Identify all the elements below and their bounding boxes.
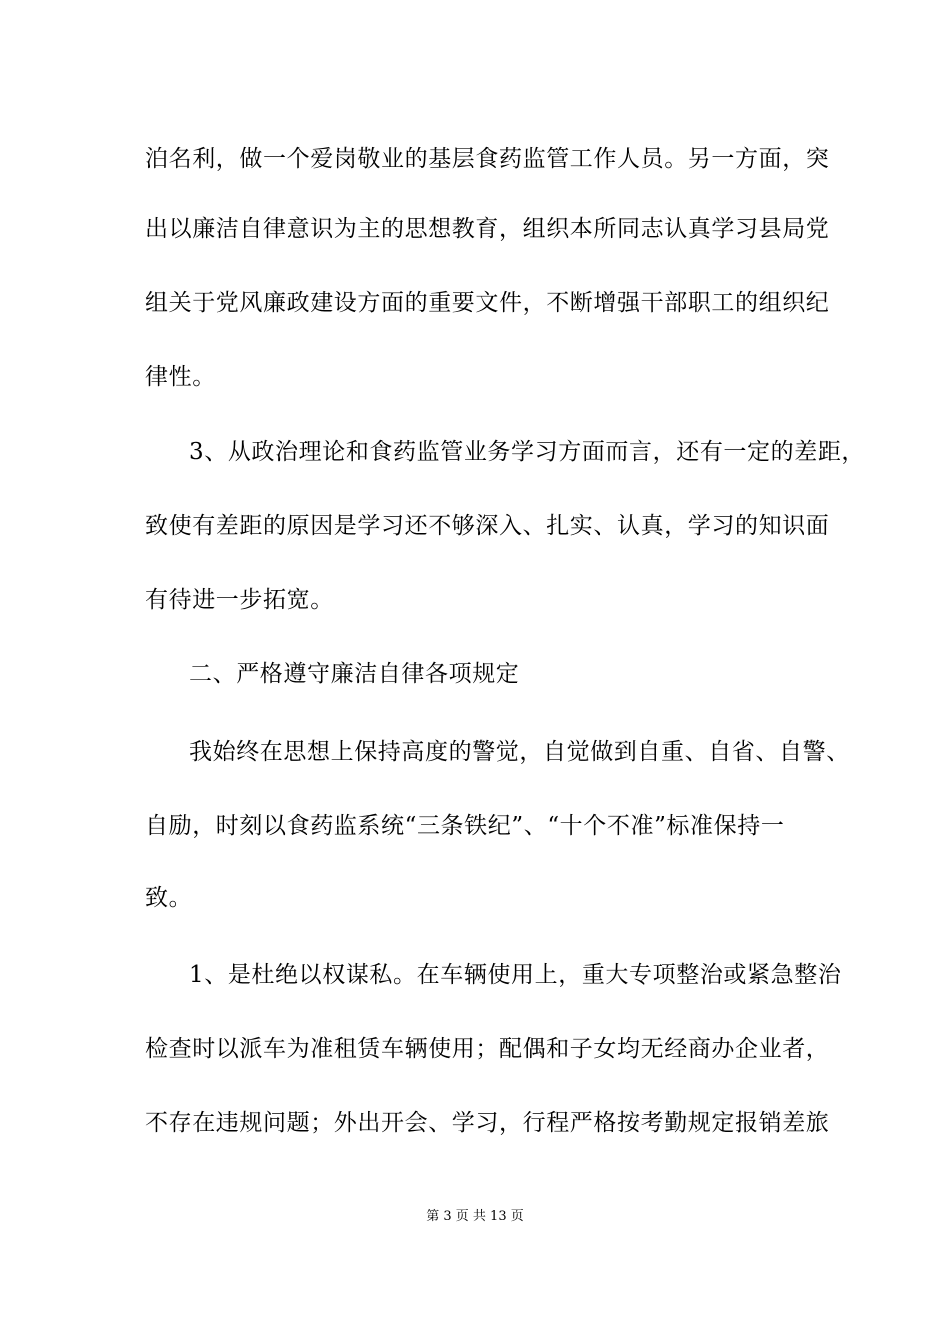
body-text-line: 组关于党风廉政建设方面的重要文件，不断增强干部职工的组织纪 xyxy=(145,290,830,316)
body-text-line: 1、是杜绝以权谋私。在车辆使用上，重大专项整治或紧急整治 xyxy=(189,962,842,988)
body-text-line: 泊名利，做一个爱岗敬业的基层食药监管工作人员。另一方面，突 xyxy=(145,146,830,172)
body-text-line: 我始终在思想上保持高度的警觉，自觉做到自重、自省、自警、 xyxy=(189,739,850,765)
body-text-line: 3、从政治理论和食药监管业务学习方面而言，还有一定的差距， xyxy=(189,439,866,465)
body-text-line: 检查时以派车为准租赁车辆使用；配偶和子女均无经商办企业者， xyxy=(145,1036,830,1062)
body-text-line: 致。 xyxy=(145,885,193,911)
page-footer: 第 3 页 共 13 页 xyxy=(426,1209,524,1224)
body-text-line: 不存在违规问题；外出开会、学习，行程严格按考勤规定报销差旅 xyxy=(145,1110,830,1136)
body-text-line: 律性。 xyxy=(145,364,216,390)
section-heading: 二、严格遵守廉洁自律各项规定 xyxy=(189,661,520,687)
body-text-line: 有待进一步拓宽。 xyxy=(145,587,334,613)
body-text-line: 出以廉洁自律意识为主的思想教育，组织本所同志认真学习县局党 xyxy=(145,216,830,242)
body-text-line: 致使有差距的原因是学习还不够深入、扎实、认真，学习的知识面 xyxy=(145,513,830,539)
body-text-line: 自励，时刻以食药监系统“三条铁纪”、“十个不准”标准保持一 xyxy=(145,813,785,839)
